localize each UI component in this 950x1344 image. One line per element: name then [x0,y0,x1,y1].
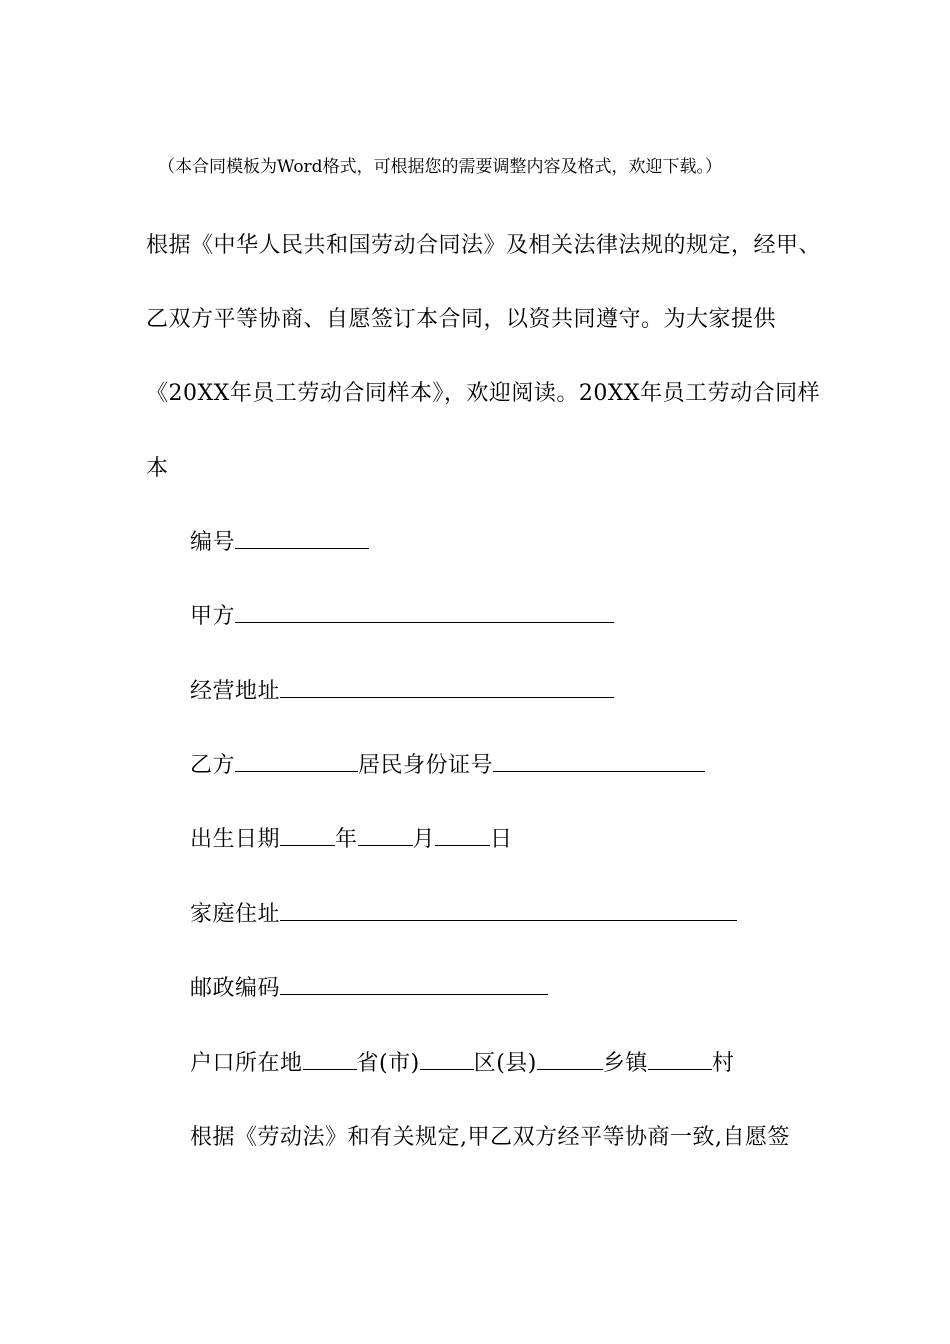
serial-number-label: 编号 [190,530,236,555]
intro-line-2: 乙双方平等协商、自愿签订本合同，以资共同遵守。为大家提供 [146,307,777,332]
province-label: 省(市) [356,1051,420,1076]
district-label: 区(县) [473,1051,537,1076]
template-note: （本合同模板为Word格式，可根据您的需要调整内容及格式，欢迎下载。） [158,157,723,177]
village-blank [648,1049,712,1070]
postcode-blank [280,974,548,995]
party-b-row [190,748,705,779]
home-address-row [190,897,737,928]
intro-line-3: 《20XX年员工劳动合同样本》，欢迎阅读。20XX年员工劳动合同样 [146,381,821,406]
township-label: 乡镇 [602,1051,648,1076]
business-address-blank [280,677,614,698]
business-address-row [190,674,614,705]
birth-date-label: 出生日期 [190,827,281,852]
month-label: 月 [412,827,436,852]
postcode-row [190,971,548,1002]
serial-number-blank [235,528,369,549]
id-number-label: 居民身份证号 [358,753,494,778]
party-b-blank [235,751,358,772]
home-address-blank [280,900,737,921]
party-a-row [190,599,614,630]
business-address-label: 经营地址 [190,679,281,704]
party-b-label: 乙方 [190,753,236,778]
closing-line: 根据《劳动法》和有关规定,甲乙双方经平等协商一致,自愿签 [190,1125,790,1150]
party-a-label: 甲方 [190,604,236,629]
birth-year-blank [280,825,335,846]
year-label: 年 [335,827,358,852]
party-a-blank [235,602,614,623]
hukou-label: 户口所在地 [190,1051,303,1076]
birth-month-blank [358,825,413,846]
birth-date-row [190,822,513,853]
postcode-label: 邮政编码 [190,976,281,1001]
intro-line-4: 本 [146,456,169,481]
village-label: 村 [711,1051,735,1076]
serial-number-row [190,525,369,556]
township-blank [537,1049,603,1070]
hukou-row [190,1046,734,1077]
id-number-blank [493,751,705,772]
home-address-label: 家庭住址 [190,902,281,927]
intro-line-1: 根据《中华人民共和国劳动合同法》及相关法律法规的规定，经甲、 [146,233,822,258]
province-blank [303,1049,357,1070]
day-label: 日 [490,827,513,852]
district-blank [420,1049,474,1070]
birth-day-blank [435,825,490,846]
